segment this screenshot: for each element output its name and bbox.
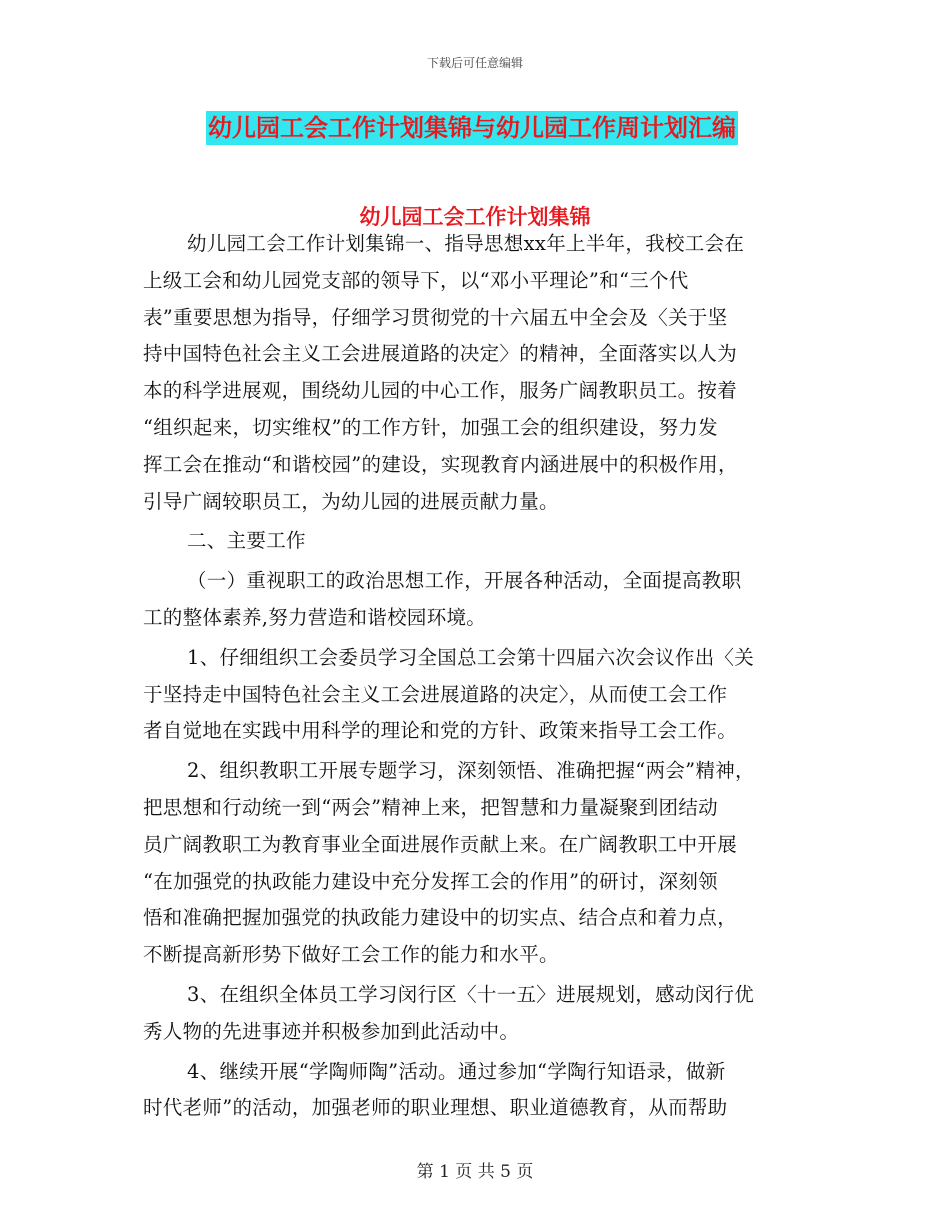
body-line: 于坚持走中国特色社会主义工会进展道路的决定〉，从而使工会工作 xyxy=(143,682,728,706)
body-line: 本的科学进展观，围绕幼儿园的中心工作，服务广阔教职员工。按着 xyxy=(143,379,738,403)
body-line: 工的整体素养,努力营造和谐校园环境。 xyxy=(143,605,487,629)
body-line: 3、在组织全体员工学习闵行区〈十一五〉进展规划，感动闵行优 xyxy=(187,982,755,1006)
body-line: 挥工会在推动“和谐校园”的建设，实现教育内涵进展中的积极作用， xyxy=(143,452,738,476)
body-line: 上级工会和幼儿园党支部的领导下，以“邓小平理论”和“三个代 xyxy=(143,268,689,292)
page-header-note: 下载后可任意编辑 xyxy=(426,56,523,70)
body-heading: 二、主要工作 xyxy=(187,529,306,553)
body-line: 持中国特色社会主义工会进展道路的决定〉的精神，全面落实以人为 xyxy=(143,342,738,366)
body-line: “组织起来，切实维权”的工作方针，加强工会的组织建设，努力发 xyxy=(143,415,718,439)
body-line: 者自觉地在实践中用科学的理论和党的方针、政策来指导工会工作。 xyxy=(143,719,738,743)
body-line: 时代老师”的活动，加强老师的职业理想、职业道德教育，从而帮助 xyxy=(143,1096,728,1120)
body-line: 秀人物的先进事迹并积极参加到此活动中。 xyxy=(143,1019,520,1043)
body-line: 表”重要思想为指导，仔细学习贯彻党的十六届五中全会及〈关于坚 xyxy=(143,305,728,329)
body-line: 不断提高新形势下做好工会工作的能力和水平。 xyxy=(143,943,559,967)
page-footer-page-number: 第 1 页 共 5 页 xyxy=(416,1162,534,1182)
body-line: “在加强党的执政能力建设中充分发挥工会的作用”的研讨，深刻领 xyxy=(143,869,718,893)
body-line: 把思想和行动统一到“两会”精神上来，把智慧和力量凝聚到团结动 xyxy=(143,795,718,819)
body-line: 4、继续开展“学陶师陶”活动。通过参加“学陶行知语录，做新 xyxy=(187,1059,726,1083)
body-line: 员广阔教职工为教育事业全面进展作贡献上来。在广阔教职工中开展 xyxy=(143,832,738,856)
section-title: 幼儿园工会工作计划集锦 xyxy=(359,205,591,229)
document-body xyxy=(143,226,818,1127)
body-line: 1、仔细组织工会委员学习全国总工会第十四届六次会议作出〈关 xyxy=(187,645,755,669)
body-line: 2、组织教职工开展专题学习，深刻领悟、准确把握“两会”精神， xyxy=(187,759,755,783)
body-line: 悟和准确把握加强党的执政能力建设中的切实点、结合点和着力点， xyxy=(143,906,738,930)
document-main-title: 幼儿园工会工作计划集锦与幼儿园工作周计划汇编 xyxy=(206,111,738,145)
body-line: 幼儿园工会工作计划集锦一、指导思想xx年上半年，我校工会在 xyxy=(187,232,745,255)
body-line: 引导广阔较职员工，为幼儿园的进展贡献力量。 xyxy=(143,489,559,513)
body-line: （一）重视职工的政治思想工作，开展各种活动，全面提高教职 xyxy=(187,569,742,593)
